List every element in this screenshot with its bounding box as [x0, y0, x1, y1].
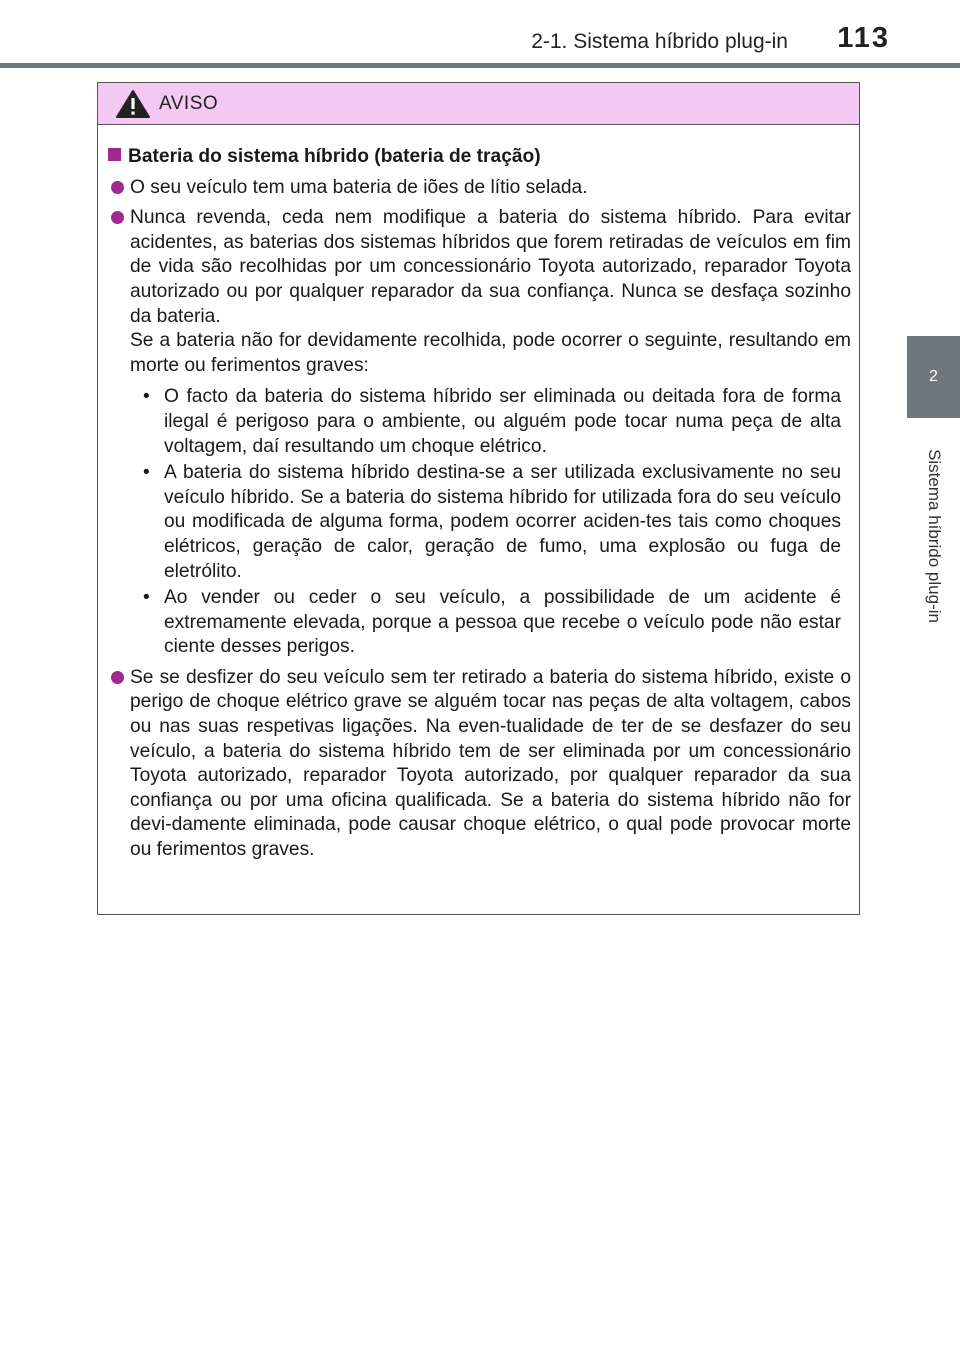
warning-header	[98, 83, 859, 125]
sub-list-item	[140, 586, 841, 660]
page-number: 113	[837, 22, 890, 54]
sub-list	[130, 385, 851, 660]
sub-list-item-text: O facto da bateria do sistema híbrido ser eliminada ou deitada fora de forma ilegal é perigoso para o ambiente, ou alguém pode tocar numa peça de alta voltagem, daí resultando um choque elétrico.	[164, 386, 841, 457]
dot-bullet-icon: •	[143, 587, 150, 609]
list-item-text: O seu veículo tem uma bateria de iões de lítio selada.	[130, 176, 588, 198]
sub-list-item	[140, 461, 841, 584]
sub-list-item-text: Ao vender ou ceder o seu veículo, a possibilidade de um acidente é extremamente elevada, porque a pessoa que recebe o veículo pode não estar ciente desses perigos.	[164, 587, 841, 658]
square-bullet-icon	[108, 148, 121, 161]
warning-label: AVISO	[159, 92, 219, 114]
warning-body	[98, 125, 859, 863]
dot-bullet-icon: •	[143, 462, 150, 484]
sub-list-item	[140, 385, 841, 459]
list-item	[108, 176, 851, 201]
warning-triangle-icon	[115, 89, 151, 119]
section-heading-text: Bateria do sistema híbrido (bateria de tração)	[128, 146, 541, 167]
list-item	[108, 206, 851, 660]
dot-bullet-icon: •	[143, 386, 150, 408]
circle-bullet-icon	[111, 671, 124, 684]
list-item-text: Nunca revenda, ceda nem modifique a bateria do sistema híbrido. Para evitar acidentes, as baterias dos sistemas híbridos que forem retiradas de veículos em fim de vida são recolhidas por um concessionário Toyota autorizado, reparador Toyota autorizado ou por qualquer reparador da sua confiança. Nunca se desfaça sozinho da bateria.	[130, 207, 851, 327]
sub-list-item-text: A bateria do sistema híbrido destina-se a ser utilizada exclusivamente no seu veículo híbrido. Se a bateria do sistema híbrido for utilizada fora do seu veículo ou modificada de alguma forma, podem ocorrer aciden-tes tais como choques elétricos, geração de calor, geração de fumo, uma explosão ou fuga de eletrólito.	[164, 462, 841, 582]
list-item-text: Se se desfizer do seu veículo sem ter retirado a bateria do sistema híbrido, existe o perigo de choque elétrico grave se alguém tocar nas peças de alta voltagem, cabos ou nas suas respetivas ligações. Na even-tualidade de ter de se desfazer do seu veículo, a bateria do sistema híbrido tem de ser eliminada por um concessionário Toyota autorizado, reparador Toyota autorizado, por qualquer reparador da sua confiança ou por uma oficina qualificada. Se a bateria do sistema híbrido não for devi-damente eliminada, pode causar choque elétrico, o qual pode provocar morte ou ferimentos graves.	[130, 666, 851, 861]
circle-bullet-icon	[111, 181, 124, 194]
chapter-label: Sistema híbrido plug-in	[925, 449, 944, 623]
section-title: 2-1. Sistema híbrido plug-in	[531, 30, 788, 53]
list-item-text: Se a bateria não for devidamente recolhida, pode ocorrer o seguinte, resultando em morte ou ferimentos graves:	[130, 330, 851, 376]
section-heading	[108, 145, 851, 170]
list-item	[108, 666, 851, 863]
chapter-number: 2	[929, 368, 938, 385]
circle-bullet-icon	[111, 211, 124, 224]
warning-box	[97, 82, 860, 915]
chapter-tab	[907, 336, 960, 418]
header-rule	[0, 63, 960, 68]
